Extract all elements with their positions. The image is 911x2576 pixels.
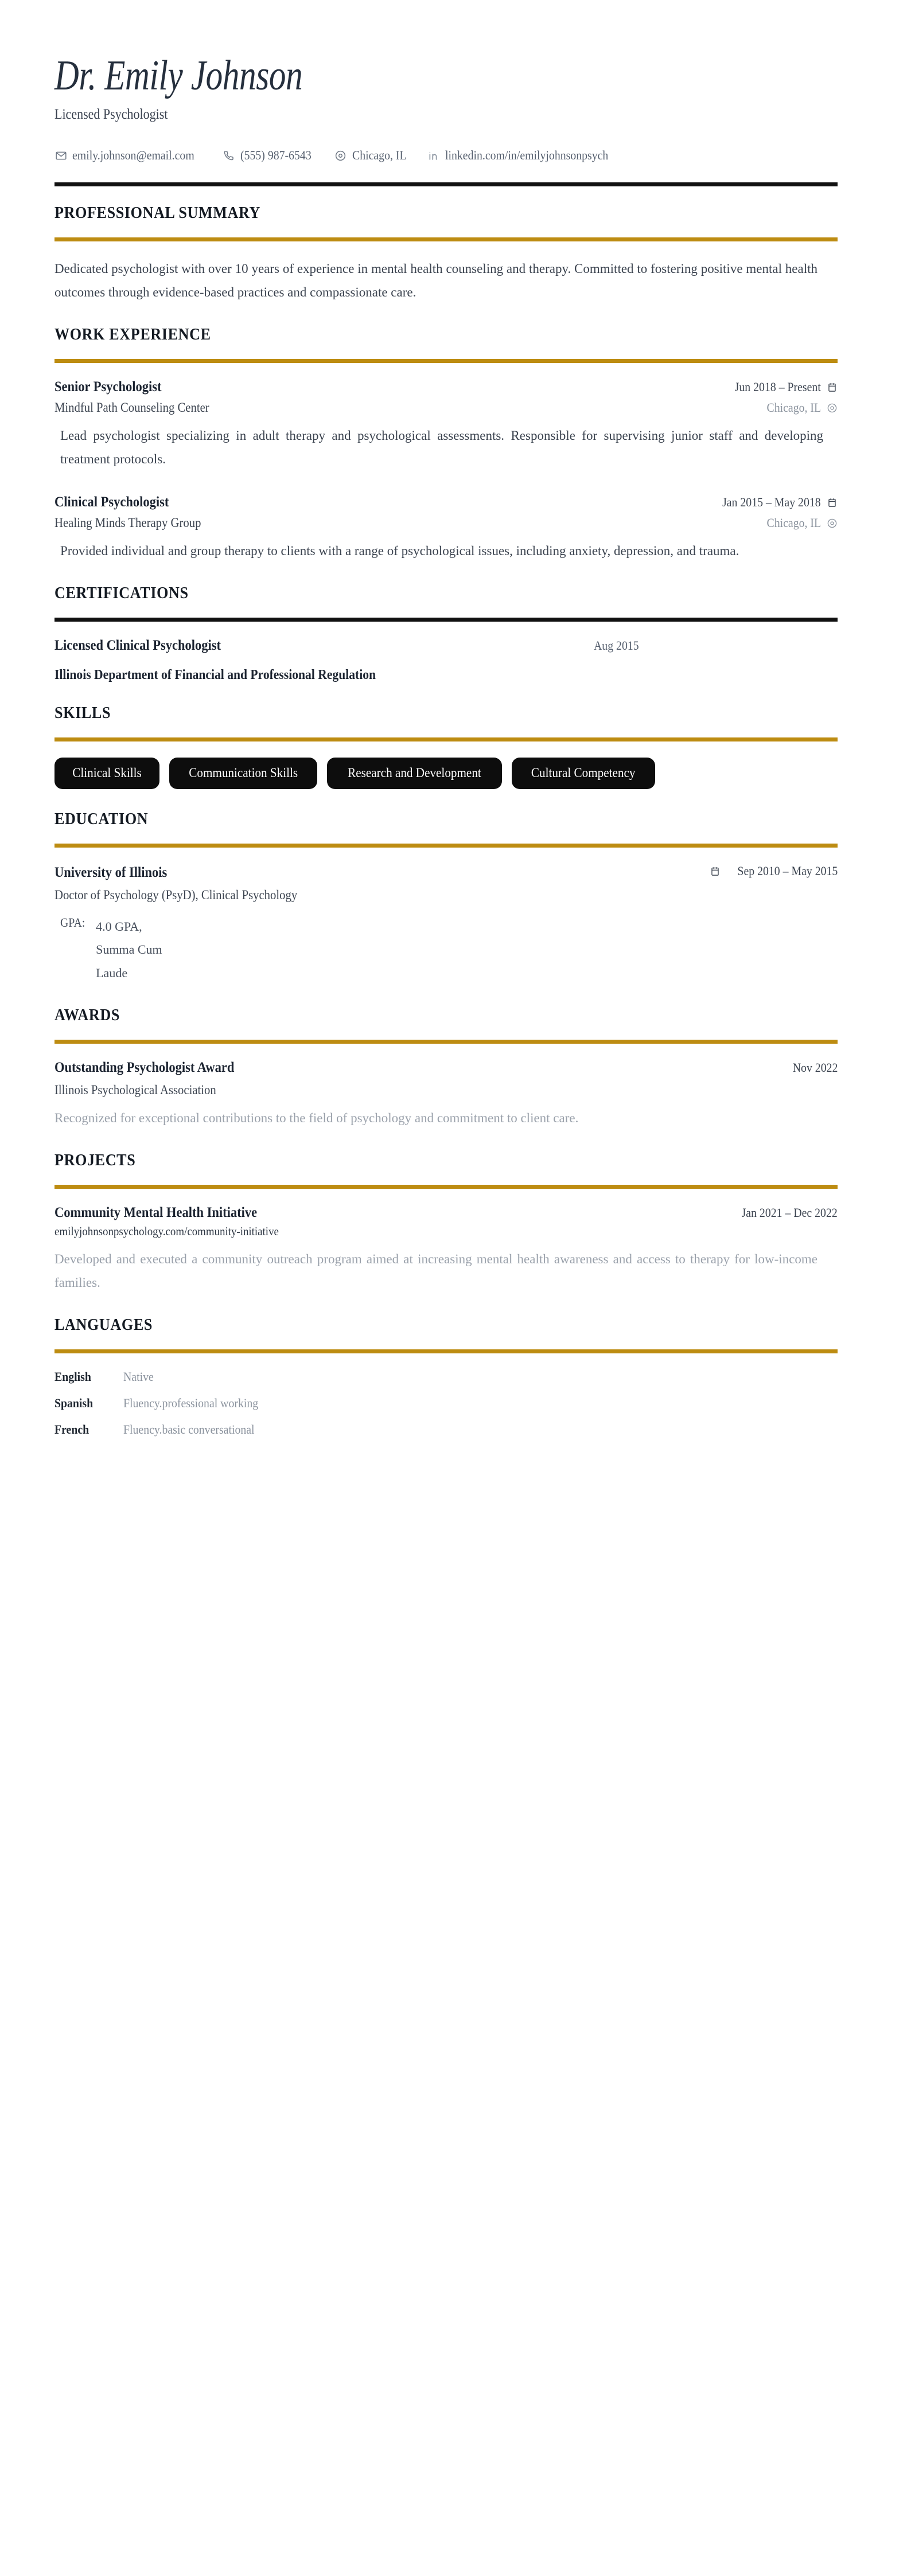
language-row — [54, 1396, 838, 1411]
language-level: Native — [123, 1369, 154, 1384]
section-title-work: WORK EXPERIENCE — [54, 325, 211, 344]
section-rule-top — [54, 182, 838, 186]
summary-body — [54, 241, 838, 305]
work-dates — [711, 495, 838, 510]
education-dates — [710, 864, 838, 879]
work-dates-text: Jan 2015 – May 2018 — [722, 495, 821, 510]
location-pin-icon — [334, 149, 347, 162]
section-rule-gold — [54, 1349, 838, 1353]
contact-linkedin[interactable] — [427, 148, 626, 163]
award-issuer: Illinois Psychological Association — [54, 1082, 216, 1097]
award-date — [788, 1060, 838, 1075]
section-title-education: EDUCATION — [54, 810, 149, 829]
contact-bar — [54, 148, 838, 163]
project-entry — [54, 1205, 838, 1295]
award-entry — [54, 1060, 838, 1130]
contact-email-text: emily.johnson@email.com — [72, 148, 194, 163]
work-company: Mindful Path Counseling Center — [54, 400, 209, 415]
education-gpa-label: GPA: — [60, 915, 85, 930]
section-professional-summary — [54, 182, 838, 305]
work-entry — [54, 379, 838, 471]
linkedin-icon — [427, 149, 440, 162]
project-link[interactable]: emilyjohnsonpsychology.com/community-initiative — [54, 1224, 279, 1238]
work-description: Lead psychologist specializing in adult therapy and psychological assessments. Responsible for supervising junior staff and developing treatment protocols. — [60, 428, 823, 467]
section-education — [54, 793, 838, 985]
certification-name: Licensed Clinical Psychologist — [54, 638, 221, 654]
location-pin-icon — [826, 402, 838, 413]
contact-location-text: Chicago, IL — [352, 148, 407, 163]
work-position: Clinical Psychologist — [54, 494, 169, 510]
contact-phone-text: (555) 987-6543 — [240, 148, 312, 163]
language-name: French — [54, 1422, 89, 1437]
envelope-icon — [54, 149, 67, 162]
work-location-text: Chicago, IL — [766, 400, 821, 415]
languages-body — [54, 1353, 838, 1437]
work-dates — [725, 380, 838, 395]
language-name: English — [54, 1369, 91, 1384]
language-row — [54, 1369, 838, 1384]
project-dates — [731, 1205, 838, 1220]
contact-linkedin-text: linkedin.com/in/emilyjohnsonpsych — [445, 148, 609, 163]
section-rule-gold — [54, 737, 838, 741]
projects-body — [54, 1189, 838, 1295]
skill-pill-label: Cultural Competency — [531, 766, 636, 780]
skill-pill — [512, 758, 655, 789]
section-title-summary: PROFESSIONAL SUMMARY — [54, 204, 260, 223]
award-name: Outstanding Psychologist Award — [54, 1059, 235, 1075]
resume-header — [54, 54, 838, 163]
language-level: Fluency.professional working — [123, 1395, 259, 1410]
work-location — [761, 400, 838, 415]
language-name: Spanish — [54, 1395, 94, 1410]
project-description: Developed and executed a community outreach program aimed at increasing mental health awareness and access to therapy for low-income families. — [54, 1251, 817, 1290]
calendar-icon — [710, 865, 721, 877]
section-rule-gold — [54, 237, 838, 241]
section-title-skills: SKILLS — [54, 704, 111, 723]
section-projects — [54, 1134, 838, 1295]
section-rule-gold — [54, 1185, 838, 1189]
section-title-languages: LANGUAGES — [54, 1315, 153, 1334]
skill-pill-label: Research and Development — [348, 766, 482, 780]
summary-text: Dedicated psychologist with over 10 years of experience in mental health counseling and therapy. Committed to fostering positive mental health outcomes through evidence-based practices and compassionate care. — [54, 261, 817, 300]
education-gpa — [54, 915, 838, 985]
certification-issuer: Illinois Department of Financial and Professional Regulation — [54, 668, 376, 683]
work-body — [54, 363, 838, 563]
work-dates-text: Jun 2018 – Present — [734, 380, 821, 395]
section-title-projects: PROJECTS — [54, 1150, 136, 1169]
section-title-certifications: CERTIFICATIONS — [54, 584, 189, 603]
education-entry — [54, 864, 838, 985]
work-location — [761, 516, 838, 530]
education-gpa-value: 4.0 GPA, Summa Cum Laude — [96, 919, 162, 981]
skill-pill — [54, 758, 159, 789]
certification-entry — [54, 638, 838, 683]
calendar-icon — [826, 497, 838, 508]
education-institution: University of Illinois — [54, 864, 168, 880]
education-dates-text: Sep 2010 – May 2015 — [737, 864, 838, 879]
award-description: Recognized for exceptional contributions to the field of psychology and commitment to client care. — [54, 1110, 579, 1125]
section-certifications — [54, 567, 838, 683]
work-description: Provided individual and group therapy to clients with a range of psychological issues, including anxiety, depression, and trauma. — [60, 544, 739, 559]
award-date-text: Nov 2022 — [792, 1060, 838, 1075]
language-row — [54, 1422, 838, 1437]
skills-body — [54, 741, 838, 789]
section-rule-gold — [54, 1040, 838, 1044]
skill-list — [54, 758, 838, 789]
education-body — [54, 848, 838, 985]
skill-pill-label: Clinical Skills — [72, 766, 142, 780]
calendar-icon — [826, 381, 838, 393]
contact-phone[interactable] — [223, 148, 319, 163]
skill-pill — [327, 758, 502, 789]
awards-body — [54, 1044, 838, 1130]
skill-pill-label: Communication Skills — [189, 766, 298, 780]
candidate-name: Dr. Emily Johnson — [54, 52, 303, 99]
section-awards — [54, 989, 838, 1130]
language-level: Fluency.basic conversational — [123, 1422, 255, 1437]
work-company: Healing Minds Therapy Group — [54, 516, 201, 530]
candidate-headline: Licensed Psychologist — [54, 107, 168, 123]
contact-location — [334, 148, 412, 163]
project-name: Community Mental Health Initiative — [54, 1204, 258, 1220]
section-work-experience — [54, 308, 838, 563]
section-rule-black — [54, 618, 838, 622]
section-title-awards: AWARDS — [54, 1005, 120, 1024]
contact-email[interactable] — [54, 148, 208, 163]
location-pin-icon — [826, 517, 838, 529]
skill-pill — [169, 758, 317, 789]
education-degree: Doctor of Psychology (PsyD), Clinical Psychology — [54, 887, 298, 902]
section-languages — [54, 1298, 838, 1437]
project-dates-text: Jan 2021 – Dec 2022 — [741, 1205, 838, 1220]
section-rule-gold — [54, 359, 838, 363]
certifications-body — [54, 622, 838, 683]
certification-date: Aug 2015 — [594, 638, 639, 653]
work-position: Senior Psychologist — [54, 379, 162, 395]
section-skills — [54, 686, 838, 789]
section-rule-gold — [54, 844, 838, 848]
work-location-text: Chicago, IL — [766, 516, 821, 530]
phone-icon — [223, 149, 235, 162]
work-entry — [54, 494, 838, 563]
